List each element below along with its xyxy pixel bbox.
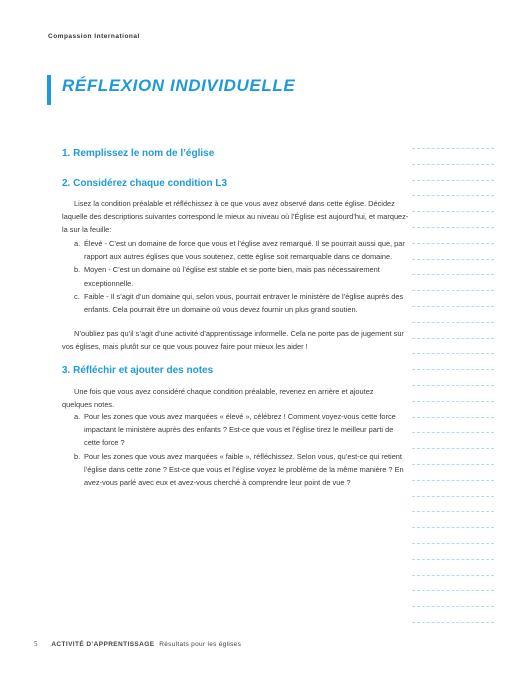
note-line bbox=[412, 290, 494, 291]
note-line bbox=[412, 243, 494, 244]
note-line bbox=[412, 353, 494, 354]
list-item bbox=[74, 237, 409, 263]
list-item bbox=[74, 290, 409, 316]
section-3-heading: 3. Réfléchir et ajouter des notes bbox=[62, 365, 214, 376]
note-line bbox=[412, 622, 494, 623]
note-line bbox=[412, 575, 494, 576]
list-item bbox=[74, 263, 409, 289]
page-footer bbox=[34, 640, 241, 648]
note-line bbox=[412, 606, 494, 607]
list-item-text: Pour les zones que vous avez marquées « élevé », célébrez ! Comment voyez-vous cette force impactant le ministère auprès des enfants ? Est-ce que vous et l’église tirez le meilleur parti de cette force ? bbox=[84, 412, 396, 448]
note-line bbox=[412, 306, 494, 307]
note-line bbox=[412, 496, 494, 497]
list-item bbox=[74, 450, 409, 490]
title-accent-bar bbox=[47, 75, 51, 105]
note-line bbox=[412, 590, 494, 591]
note-line bbox=[412, 148, 494, 149]
notes-area[interactable] bbox=[412, 148, 494, 638]
note-line bbox=[412, 401, 494, 402]
section-1-heading: 1. Remplissez le nom de l’église bbox=[62, 148, 215, 159]
note-line bbox=[412, 259, 494, 260]
list-marker: b. bbox=[74, 265, 81, 275]
condition-levels-list bbox=[74, 237, 409, 316]
section-3-intro: Une fois que vous avez considéré chaque condition préalable, revenez en arrière et ajoutez quelques notes. bbox=[62, 387, 374, 410]
list-item-text: Moyen - C’est un domaine où l’église est stable et se porte bien, mais pas nécessairement exceptionnelle. bbox=[84, 265, 380, 288]
organization-name: Compassion International bbox=[48, 33, 140, 40]
list-item bbox=[74, 410, 409, 450]
note-line bbox=[412, 180, 494, 181]
note-line bbox=[412, 211, 494, 212]
list-marker: a. bbox=[74, 412, 81, 421]
note-line bbox=[412, 338, 494, 339]
note-line bbox=[412, 195, 494, 196]
footer-subtitle: Résultats pour les églises bbox=[159, 641, 242, 648]
note-line bbox=[412, 464, 494, 465]
list-marker: b. bbox=[74, 451, 81, 461]
note-line bbox=[412, 543, 494, 544]
note-line bbox=[412, 448, 494, 449]
note-line bbox=[412, 322, 494, 323]
note-line bbox=[412, 527, 494, 528]
footer-section: ACTIVITÉ D’APPRENTISSAGE bbox=[51, 641, 155, 648]
page-title: RÉFLEXION INDIVIDUELLE bbox=[62, 76, 296, 95]
note-line bbox=[412, 227, 494, 228]
list-marker: c. bbox=[74, 291, 80, 301]
list-item-text: Élevé - C’est un domaine de force que vous et l’église avez remarqué. Il se pourrait aussi que, par rapport aux autres églises que vous soutenez, cette église soit remarquable dans ce domaine. bbox=[84, 239, 405, 262]
reflection-list bbox=[74, 410, 409, 489]
section-2-heading: 2. Considérez chaque condition L3 bbox=[62, 178, 228, 189]
note-line bbox=[412, 164, 494, 165]
section-2-note: N’oubliez pas qu’il s’agit d’une activité d’apprentissage informelle. Cela ne porte pas de jugement sur vos églises, mais plutôt sur ce que vous pouvez faire pour mieux les aider ! bbox=[62, 329, 404, 352]
note-line bbox=[412, 417, 494, 418]
section-2-intro: Lisez la condition préalable et réfléchissez à ce que vous avez observé dans cette église. Décidez laquelle des descriptions suivantes correspond le mieux au niveau où l’Église est aujourd’hui, et marquez-la sur la feuille: bbox=[62, 199, 409, 235]
note-line bbox=[412, 369, 494, 370]
note-line bbox=[412, 385, 494, 386]
list-marker: a. bbox=[74, 239, 81, 248]
list-item-text: Faible - Il s’agit d’un domaine qui, selon vous, pourrait entraver le ministère de l’église auprès des enfants. Cela pourrait être un domaine où vous devez fournir un plus grand soutien. bbox=[84, 291, 404, 315]
note-line bbox=[412, 480, 494, 481]
note-line bbox=[412, 432, 494, 433]
note-line bbox=[412, 559, 494, 560]
note-line bbox=[412, 511, 494, 512]
page-number: 5 bbox=[34, 640, 38, 648]
list-item-text: Pour les zones que vous avez marquées « faible », réfléchissez. Selon vous, qu’est-ce qui retient l’église dans cette zone ? Est-ce que vous et l’église voyez le problème de la même manière ? En avez-vous parlé avec eux et avez-vous cherché à comprendre leur point de vue ? bbox=[84, 451, 404, 488]
note-line bbox=[412, 274, 494, 275]
